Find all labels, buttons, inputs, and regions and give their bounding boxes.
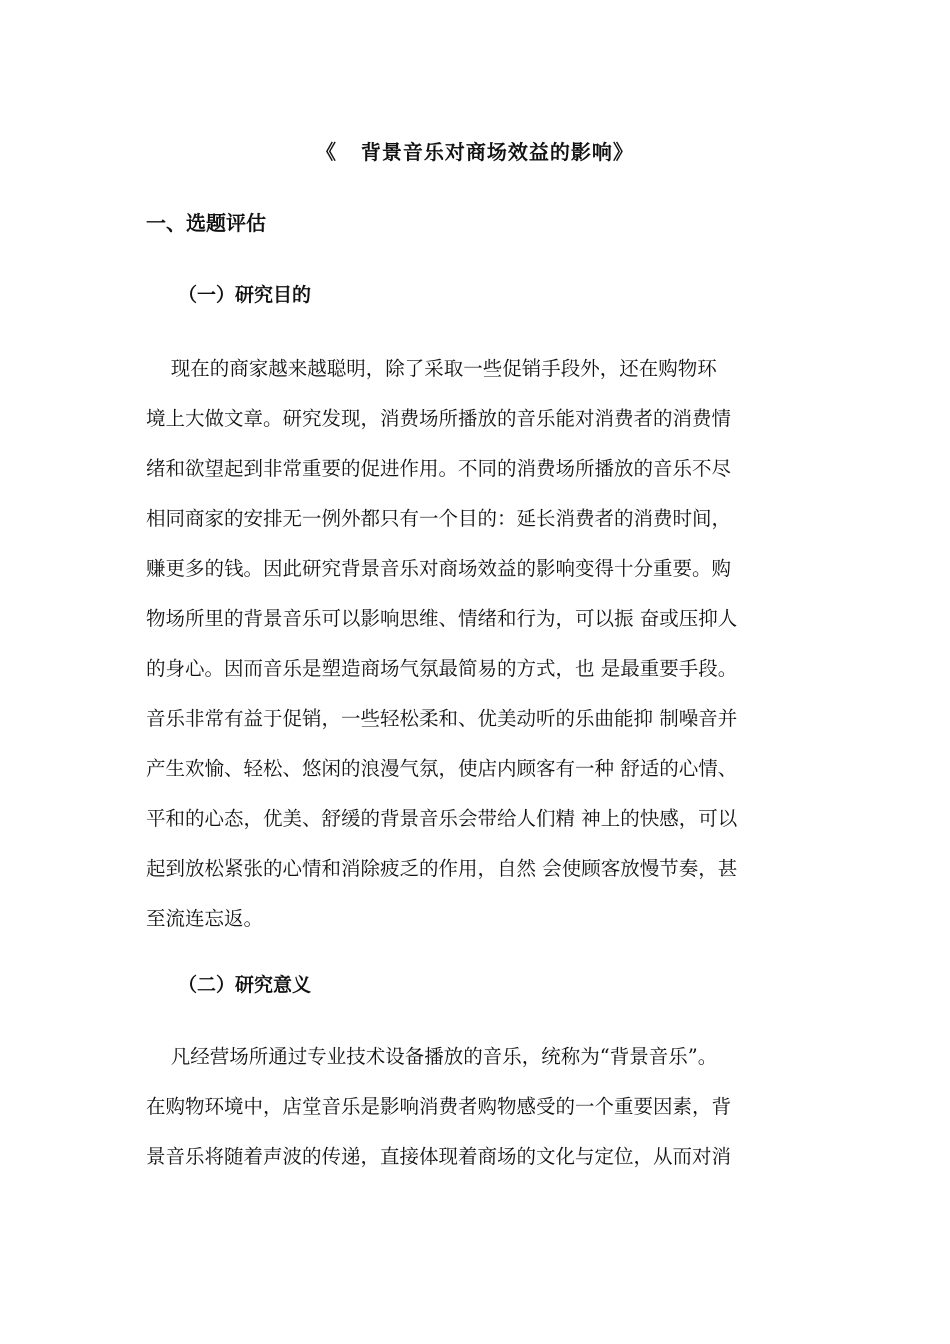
paragraph-line: 起到放松紧张的心情和消除疲乏的作用，自然 会使顾客放慢节奏，甚 — [146, 857, 738, 880]
section-heading-topic-evaluation: 一、选题评估 — [146, 211, 266, 235]
paragraph-line: 至流连忘返。 — [146, 907, 264, 930]
paragraph-line: 相同商家的安排无一例外都只有一个目的：延长消费者的消费时间， — [146, 507, 732, 530]
paragraph-line: 在购物环境中，店堂音乐是影响消费者购物感受的一个重要因素，背 — [146, 1095, 732, 1118]
paragraph-line: 景音乐将随着声波的传递，直接体现着商场的文化与定位，从而对消 — [146, 1145, 732, 1168]
document-title: 《 背景音乐对商场效益的影响》 — [316, 140, 634, 164]
paragraph-line: 绪和欲望起到非常重要的促进作用。不同的消费场所播放的音乐不尽 — [146, 457, 732, 480]
paragraph-line: 的身心。因而音乐是塑造商场气氛最简易的方式，也 是最重要手段。 — [146, 657, 738, 680]
paragraph-line: 境上大做文章。研究发现，消费场所播放的音乐能对消费者的消费情 — [146, 407, 732, 430]
subsection-heading-research-purpose: （一）研究目的 — [178, 284, 312, 306]
paragraph-line: 物场所里的背景音乐可以影响思维、情绪和行为，可以振 奋或压抑人 — [146, 607, 738, 630]
paragraph-line: 产生欢愉、轻松、悠闲的浪漫气氛，使店内顾客有一种 舒适的心情、 — [146, 757, 738, 780]
paragraph-line: 音乐非常有益于促销，一些轻松柔和、优美动听的乐曲能抑 制噪音并 — [146, 707, 738, 730]
paragraph-research-purpose — [146, 344, 737, 944]
paragraph-line: 凡经营场所通过专业技术设备播放的音乐，统称为“背景音乐”。 — [146, 1045, 718, 1068]
paragraph-line: 赚更多的钱。因此研究背景音乐对商场效益的影响变得十分重要。购 — [146, 557, 732, 580]
paragraph-line: 现在的商家越来越聪明，除了采取一些促销手段外，还在购物环 — [146, 357, 717, 380]
paragraph-research-significance — [146, 1032, 731, 1182]
subsection-heading-research-significance: （二）研究意义 — [178, 974, 312, 996]
paragraph-line: 平和的心态，优美、舒缓的背景音乐会带给人们精 神上的快感，可以 — [146, 807, 738, 830]
